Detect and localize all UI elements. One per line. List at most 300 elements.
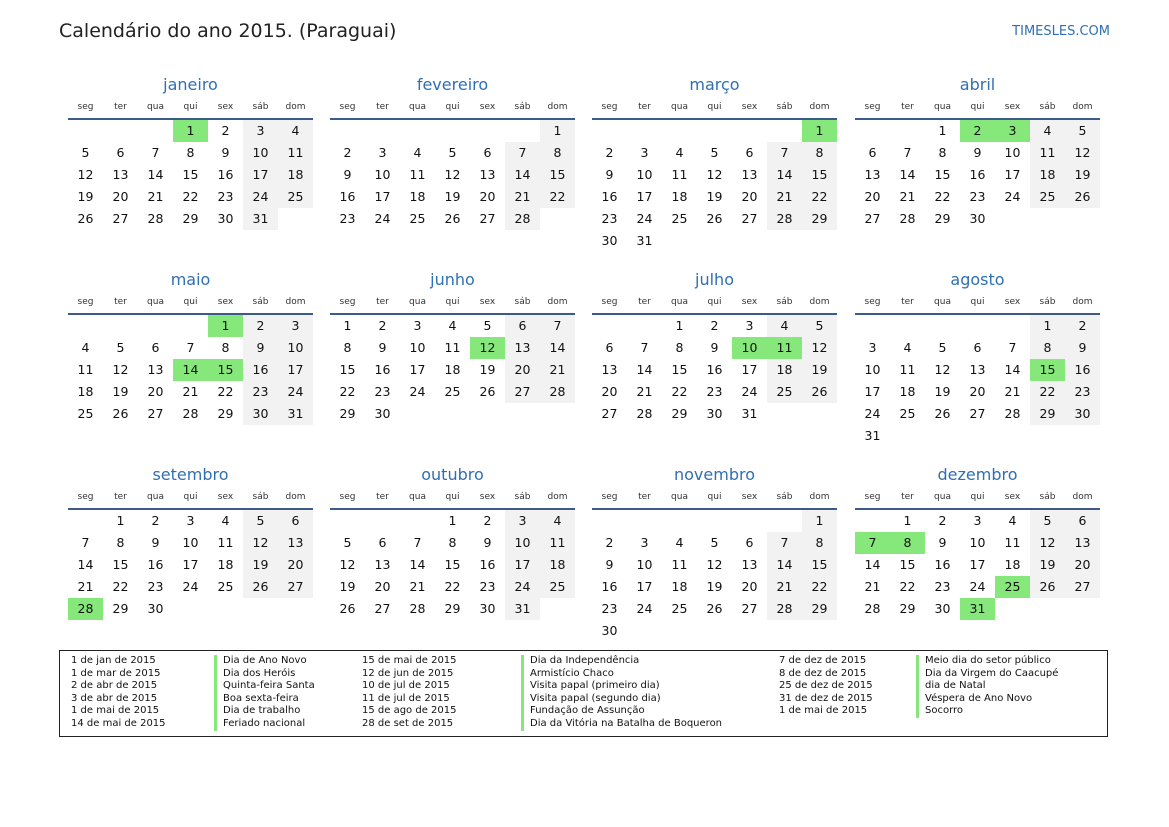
day-cell: 2 bbox=[343, 145, 352, 160]
day-cell: 3 bbox=[243, 120, 278, 142]
day-cell: 10 bbox=[243, 142, 278, 164]
weekday-label: qua bbox=[934, 102, 951, 112]
day-cell: 4 bbox=[278, 120, 313, 142]
legend-holiday-name: Feriado nacional bbox=[214, 718, 305, 731]
day-cell: 22 bbox=[217, 384, 234, 399]
day-cell: 18 bbox=[444, 362, 461, 377]
day-cell: 15 bbox=[112, 557, 129, 572]
day-grid bbox=[855, 510, 1100, 620]
day-cell: 20 bbox=[969, 384, 986, 399]
day-cell: 8 bbox=[448, 535, 457, 550]
holiday-day: 15 bbox=[208, 359, 243, 381]
day-cell: 13 bbox=[505, 337, 540, 359]
day-cell: 23 bbox=[934, 579, 951, 594]
day-cell: 9 bbox=[483, 535, 492, 550]
holiday-day: 7 bbox=[855, 532, 890, 554]
day-cell: 6 bbox=[278, 510, 313, 532]
day-grid bbox=[592, 315, 837, 425]
empty-cell bbox=[890, 120, 925, 142]
day-cell: 4 bbox=[448, 318, 457, 333]
empty-cell bbox=[330, 120, 365, 142]
day-cell: 15 bbox=[444, 557, 461, 572]
empty-cell bbox=[697, 510, 732, 532]
day-cell: 22 bbox=[802, 576, 837, 598]
weekday-label: sáb bbox=[776, 297, 793, 307]
weekday-label: sáb bbox=[776, 102, 793, 112]
month-name: abril bbox=[959, 75, 996, 94]
weekday-label: sáb bbox=[252, 492, 269, 502]
legend-date: 10 de jul de 2015 bbox=[362, 680, 450, 692]
weekday-label: seg bbox=[864, 492, 881, 502]
weekday-label: sex bbox=[741, 297, 758, 307]
weekday-label: sáb bbox=[514, 492, 531, 502]
holiday-day: 8 bbox=[890, 532, 925, 554]
day-cell: 13 bbox=[112, 167, 129, 182]
day-cell: 31 bbox=[505, 598, 540, 620]
weekday-label: sex bbox=[217, 492, 234, 502]
legend-holiday-name: Dia da Vitória na Batalha de Boqueron bbox=[521, 718, 722, 731]
day-cell: 11 bbox=[278, 142, 313, 164]
weekday-label: sáb bbox=[1039, 102, 1056, 112]
legend-holiday-name: Visita papal (primeiro dia) bbox=[521, 680, 660, 693]
weekday-label: qua bbox=[671, 102, 688, 112]
holiday-day: 10 bbox=[732, 337, 767, 359]
month-setembro bbox=[68, 464, 313, 620]
weekday-label: qui bbox=[183, 492, 198, 502]
day-cell: 5 bbox=[81, 145, 90, 160]
day-cell: 28 bbox=[147, 211, 164, 226]
day-cell: 21 bbox=[182, 384, 199, 399]
day-cell: 15 bbox=[934, 167, 951, 182]
day-cell: 26 bbox=[243, 576, 278, 598]
empty-cell bbox=[103, 315, 138, 337]
weekday-label: ter bbox=[901, 492, 914, 502]
day-cell: 7 bbox=[186, 340, 195, 355]
day-cell: 4 bbox=[81, 340, 90, 355]
day-cell: 4 bbox=[540, 510, 575, 532]
legend-date: 14 de mai de 2015 bbox=[71, 718, 166, 729]
weekday-label: dom bbox=[809, 297, 830, 307]
holiday-legend bbox=[59, 650, 1108, 737]
day-cell: 11 bbox=[540, 532, 575, 554]
day-cell: 31 bbox=[243, 208, 278, 230]
legend-holiday-name: Boa sexta-feira bbox=[214, 693, 299, 706]
day-cell: 22 bbox=[444, 579, 461, 594]
day-cell: 11 bbox=[217, 535, 234, 550]
day-cell: 6 bbox=[973, 340, 982, 355]
legend-date: 11 de jul de 2015 bbox=[362, 692, 450, 704]
day-cell: 17 bbox=[636, 579, 653, 594]
day-cell: 2 bbox=[605, 145, 614, 160]
day-cell: 2 bbox=[710, 318, 719, 333]
weekday-label: qua bbox=[147, 492, 164, 502]
empty-cell bbox=[855, 510, 890, 532]
day-cell: 22 bbox=[339, 384, 356, 399]
day-grid bbox=[68, 315, 313, 425]
day-cell: 1 bbox=[448, 513, 457, 528]
day-cell: 18 bbox=[278, 164, 313, 186]
weekday-label: ter bbox=[376, 102, 389, 112]
holiday-day: 1 bbox=[173, 120, 208, 142]
day-cell: 18 bbox=[671, 579, 688, 594]
day-cell: 25 bbox=[767, 381, 802, 403]
day-cell: 23 bbox=[243, 381, 278, 403]
day-cell: 22 bbox=[802, 186, 837, 208]
day-cell: 11 bbox=[1004, 535, 1021, 550]
day-cell: 28 bbox=[767, 208, 802, 230]
day-cell: 16 bbox=[1065, 359, 1100, 381]
weekday-label: ter bbox=[114, 102, 127, 112]
day-cell: 22 bbox=[112, 579, 129, 594]
day-cell: 8 bbox=[802, 532, 837, 554]
legend-holiday-name: Dia da Virgem do Caacupé bbox=[916, 668, 1058, 681]
weekday-label: qua bbox=[671, 492, 688, 502]
day-cell: 26 bbox=[934, 406, 951, 421]
month-name: julho bbox=[695, 270, 734, 289]
day-cell: 14 bbox=[767, 554, 802, 576]
legend-holiday-name: Dia dos Heróis bbox=[214, 668, 295, 681]
day-cell: 8 bbox=[540, 142, 575, 164]
day-cell: 5 bbox=[938, 340, 947, 355]
day-cell: 7 bbox=[767, 142, 802, 164]
weekday-label: seg bbox=[864, 297, 881, 307]
day-cell: 23 bbox=[969, 189, 986, 204]
legend-date: 25 de dez de 2015 bbox=[779, 680, 873, 692]
holiday-day: 15 bbox=[1030, 359, 1065, 381]
day-cell: 12 bbox=[339, 557, 356, 572]
day-cell: 4 bbox=[903, 340, 912, 355]
day-cell: 10 bbox=[1004, 145, 1021, 160]
weekday-label: ter bbox=[114, 297, 127, 307]
day-cell: 13 bbox=[374, 557, 391, 572]
day-cell: 17 bbox=[741, 362, 758, 377]
day-cell: 21 bbox=[540, 359, 575, 381]
day-grid bbox=[330, 120, 575, 230]
day-cell: 18 bbox=[671, 189, 688, 204]
day-cell: 17 bbox=[864, 384, 881, 399]
empty-cell bbox=[627, 510, 662, 532]
day-cell: 13 bbox=[741, 557, 758, 572]
day-cell: 26 bbox=[444, 211, 461, 226]
day-cell: 14 bbox=[636, 362, 653, 377]
day-cell: 14 bbox=[77, 557, 94, 572]
legend-date: 1 de jan de 2015 bbox=[71, 655, 156, 666]
day-cell: 28 bbox=[767, 598, 802, 620]
day-cell: 25 bbox=[671, 211, 688, 226]
site-link[interactable]: TIMESLES.COM bbox=[1012, 24, 1110, 39]
day-cell: 28 bbox=[409, 601, 426, 616]
month-name: setembro bbox=[152, 465, 229, 484]
weekday-label: dom bbox=[1072, 297, 1093, 307]
day-cell: 28 bbox=[1004, 406, 1021, 421]
day-cell: 15 bbox=[182, 167, 199, 182]
day-cell: 30 bbox=[969, 211, 986, 226]
day-cell: 21 bbox=[767, 186, 802, 208]
weekday-label: sáb bbox=[252, 297, 269, 307]
day-cell: 29 bbox=[802, 208, 837, 230]
day-cell: 9 bbox=[605, 167, 614, 182]
empty-cell bbox=[855, 315, 890, 337]
day-cell: 25 bbox=[77, 406, 94, 421]
day-cell: 6 bbox=[605, 340, 614, 355]
day-cell: 27 bbox=[601, 406, 618, 421]
month-name: janeiro bbox=[163, 75, 218, 94]
day-cell: 5 bbox=[1030, 510, 1065, 532]
weekday-label: dom bbox=[1072, 102, 1093, 112]
day-cell: 18 bbox=[409, 189, 426, 204]
day-cell: 10 bbox=[505, 532, 540, 554]
day-cell: 17 bbox=[636, 189, 653, 204]
day-cell: 30 bbox=[601, 623, 618, 638]
day-cell: 16 bbox=[934, 557, 951, 572]
day-cell: 10 bbox=[969, 535, 986, 550]
day-cell: 14 bbox=[409, 557, 426, 572]
day-cell: 27 bbox=[1065, 576, 1100, 598]
day-cell: 16 bbox=[147, 557, 164, 572]
day-cell: 16 bbox=[706, 362, 723, 377]
day-cell: 2 bbox=[221, 123, 230, 138]
weekday-label: sex bbox=[217, 102, 234, 112]
day-cell: 4 bbox=[1008, 513, 1017, 528]
empty-cell bbox=[330, 510, 365, 532]
day-cell: 18 bbox=[1004, 557, 1021, 572]
weekday-label: seg bbox=[601, 297, 618, 307]
day-cell: 29 bbox=[112, 601, 129, 616]
weekday-label: seg bbox=[339, 297, 356, 307]
day-cell: 18 bbox=[77, 384, 94, 399]
day-cell: 28 bbox=[899, 211, 916, 226]
day-cell: 17 bbox=[243, 164, 278, 186]
day-cell: 17 bbox=[969, 557, 986, 572]
day-cell: 23 bbox=[1065, 381, 1100, 403]
day-cell: 8 bbox=[221, 340, 230, 355]
day-cell: 15 bbox=[802, 554, 837, 576]
day-cell: 9 bbox=[243, 337, 278, 359]
weekday-label: dom bbox=[1072, 492, 1093, 502]
day-cell: 19 bbox=[77, 189, 94, 204]
day-cell: 18 bbox=[217, 557, 234, 572]
day-cell: 31 bbox=[636, 233, 653, 248]
day-cell: 24 bbox=[409, 384, 426, 399]
month-dezembro bbox=[855, 464, 1100, 620]
day-cell: 12 bbox=[1065, 142, 1100, 164]
day-cell: 18 bbox=[1030, 164, 1065, 186]
empty-cell bbox=[435, 120, 470, 142]
day-cell: 10 bbox=[374, 167, 391, 182]
weekday-label: sex bbox=[479, 492, 496, 502]
weekday-label: sáb bbox=[252, 102, 269, 112]
day-cell: 12 bbox=[706, 557, 723, 572]
weekday-header bbox=[68, 96, 313, 120]
day-cell: 26 bbox=[1030, 576, 1065, 598]
day-cell: 17 bbox=[182, 557, 199, 572]
day-cell: 27 bbox=[479, 211, 496, 226]
day-grid bbox=[592, 510, 837, 642]
day-cell: 30 bbox=[479, 601, 496, 616]
day-cell: 20 bbox=[741, 579, 758, 594]
day-cell: 9 bbox=[343, 167, 352, 182]
day-cell: 27 bbox=[147, 406, 164, 421]
day-cell: 17 bbox=[374, 189, 391, 204]
day-cell: 3 bbox=[186, 513, 195, 528]
day-cell: 8 bbox=[1030, 337, 1065, 359]
day-cell: 19 bbox=[706, 189, 723, 204]
weekday-label: seg bbox=[339, 102, 356, 112]
day-cell: 1 bbox=[116, 513, 125, 528]
day-grid bbox=[592, 120, 837, 252]
day-cell: 24 bbox=[374, 211, 391, 226]
day-cell: 9 bbox=[710, 340, 719, 355]
day-cell: 26 bbox=[802, 381, 837, 403]
day-cell: 17 bbox=[505, 554, 540, 576]
day-cell: 28 bbox=[182, 406, 199, 421]
legend-holiday-name: dia de Natal bbox=[916, 680, 986, 693]
day-cell: 3 bbox=[278, 315, 313, 337]
empty-cell bbox=[592, 315, 627, 337]
day-cell: 20 bbox=[479, 189, 496, 204]
month-março bbox=[592, 74, 837, 252]
empty-cell bbox=[400, 510, 435, 532]
day-cell: 5 bbox=[1065, 120, 1100, 142]
day-cell: 27 bbox=[112, 211, 129, 226]
day-cell: 28 bbox=[540, 381, 575, 403]
day-cell: 5 bbox=[483, 318, 492, 333]
day-cell: 18 bbox=[899, 384, 916, 399]
weekday-label: sex bbox=[217, 297, 234, 307]
weekday-label: qua bbox=[147, 102, 164, 112]
day-cell: 7 bbox=[903, 145, 912, 160]
day-cell: 2 bbox=[1065, 315, 1100, 337]
day-cell: 22 bbox=[671, 384, 688, 399]
weekday-label: dom bbox=[547, 297, 568, 307]
weekday-label: seg bbox=[77, 492, 94, 502]
empty-cell bbox=[767, 510, 802, 532]
day-grid bbox=[855, 120, 1100, 230]
day-cell: 26 bbox=[706, 211, 723, 226]
weekday-label: sáb bbox=[1039, 492, 1056, 502]
day-cell: 30 bbox=[934, 601, 951, 616]
day-cell: 18 bbox=[540, 554, 575, 576]
empty-cell bbox=[138, 120, 173, 142]
weekday-label: dom bbox=[285, 492, 306, 502]
month-janeiro bbox=[68, 74, 313, 230]
day-cell: 6 bbox=[116, 145, 125, 160]
weekday-label: seg bbox=[601, 492, 618, 502]
weekday-label: seg bbox=[77, 102, 94, 112]
weekday-label: qui bbox=[970, 297, 985, 307]
day-cell: 16 bbox=[479, 557, 496, 572]
day-cell: 1 bbox=[1030, 315, 1065, 337]
day-cell: 19 bbox=[934, 384, 951, 399]
page-title: Calendário do ano 2015. (Paraguai) bbox=[59, 20, 397, 42]
weekday-header bbox=[330, 486, 575, 510]
day-cell: 20 bbox=[374, 579, 391, 594]
day-cell: 8 bbox=[938, 145, 947, 160]
weekday-label: ter bbox=[376, 492, 389, 502]
day-cell: 23 bbox=[374, 384, 391, 399]
day-cell: 24 bbox=[182, 579, 199, 594]
day-cell: 18 bbox=[767, 359, 802, 381]
day-cell: 10 bbox=[278, 337, 313, 359]
weekday-header bbox=[330, 291, 575, 315]
day-cell: 20 bbox=[505, 359, 540, 381]
day-cell: 9 bbox=[973, 145, 982, 160]
legend-date: 2 de abr de 2015 bbox=[71, 680, 158, 692]
day-cell: 25 bbox=[217, 579, 234, 594]
day-cell: 23 bbox=[601, 211, 618, 226]
weekday-header bbox=[855, 486, 1100, 510]
day-cell: 25 bbox=[899, 406, 916, 421]
empty-cell bbox=[68, 510, 103, 532]
day-cell: 1 bbox=[343, 318, 352, 333]
day-cell: 10 bbox=[864, 362, 881, 377]
day-cell: 7 bbox=[1008, 340, 1017, 355]
day-grid bbox=[330, 510, 575, 620]
month-name: junho bbox=[430, 270, 475, 289]
empty-cell bbox=[855, 120, 890, 142]
weekday-label: qua bbox=[147, 297, 164, 307]
day-cell: 31 bbox=[741, 406, 758, 421]
empty-cell bbox=[592, 510, 627, 532]
day-cell: 2 bbox=[378, 318, 387, 333]
day-cell: 20 bbox=[147, 384, 164, 399]
weekday-label: dom bbox=[809, 102, 830, 112]
day-cell: 2 bbox=[151, 513, 160, 528]
day-grid bbox=[68, 120, 313, 230]
day-cell: 23 bbox=[217, 189, 234, 204]
weekday-label: sex bbox=[479, 102, 496, 112]
weekday-label: dom bbox=[285, 297, 306, 307]
month-name: novembro bbox=[674, 465, 755, 484]
day-cell: 28 bbox=[505, 208, 540, 230]
day-cell: 26 bbox=[112, 406, 129, 421]
day-cell: 9 bbox=[1065, 337, 1100, 359]
day-cell: 30 bbox=[601, 233, 618, 248]
day-cell: 12 bbox=[444, 167, 461, 182]
weekday-label: qui bbox=[183, 297, 198, 307]
day-cell: 19 bbox=[1065, 164, 1100, 186]
day-cell: 3 bbox=[640, 145, 649, 160]
holiday-day: 1 bbox=[208, 315, 243, 337]
day-cell: 24 bbox=[505, 576, 540, 598]
day-cell: 13 bbox=[741, 167, 758, 182]
day-cell: 30 bbox=[147, 601, 164, 616]
day-cell: 30 bbox=[217, 211, 234, 226]
legend-date: 15 de mai de 2015 bbox=[362, 655, 457, 666]
day-cell: 21 bbox=[1004, 384, 1021, 399]
weekday-label: ter bbox=[376, 297, 389, 307]
weekday-label: dom bbox=[547, 492, 568, 502]
day-cell: 8 bbox=[116, 535, 125, 550]
empty-cell bbox=[365, 120, 400, 142]
weekday-label: seg bbox=[339, 492, 356, 502]
weekday-label: sáb bbox=[1039, 297, 1056, 307]
day-cell: 12 bbox=[112, 362, 129, 377]
legend-holiday-name: Armistício Chaco bbox=[521, 668, 614, 681]
day-cell: 20 bbox=[1065, 554, 1100, 576]
day-cell: 2 bbox=[938, 513, 947, 528]
months-grid bbox=[68, 74, 1102, 644]
weekday-label: dom bbox=[809, 492, 830, 502]
day-cell: 19 bbox=[802, 359, 837, 381]
day-cell: 7 bbox=[413, 535, 422, 550]
legend-holiday-name: Dia da Independência bbox=[521, 655, 639, 668]
day-cell: 5 bbox=[802, 315, 837, 337]
day-cell: 6 bbox=[745, 535, 754, 550]
weekday-label: qui bbox=[445, 102, 460, 112]
weekday-label: qui bbox=[183, 102, 198, 112]
legend-date: 1 de mar de 2015 bbox=[71, 667, 161, 679]
